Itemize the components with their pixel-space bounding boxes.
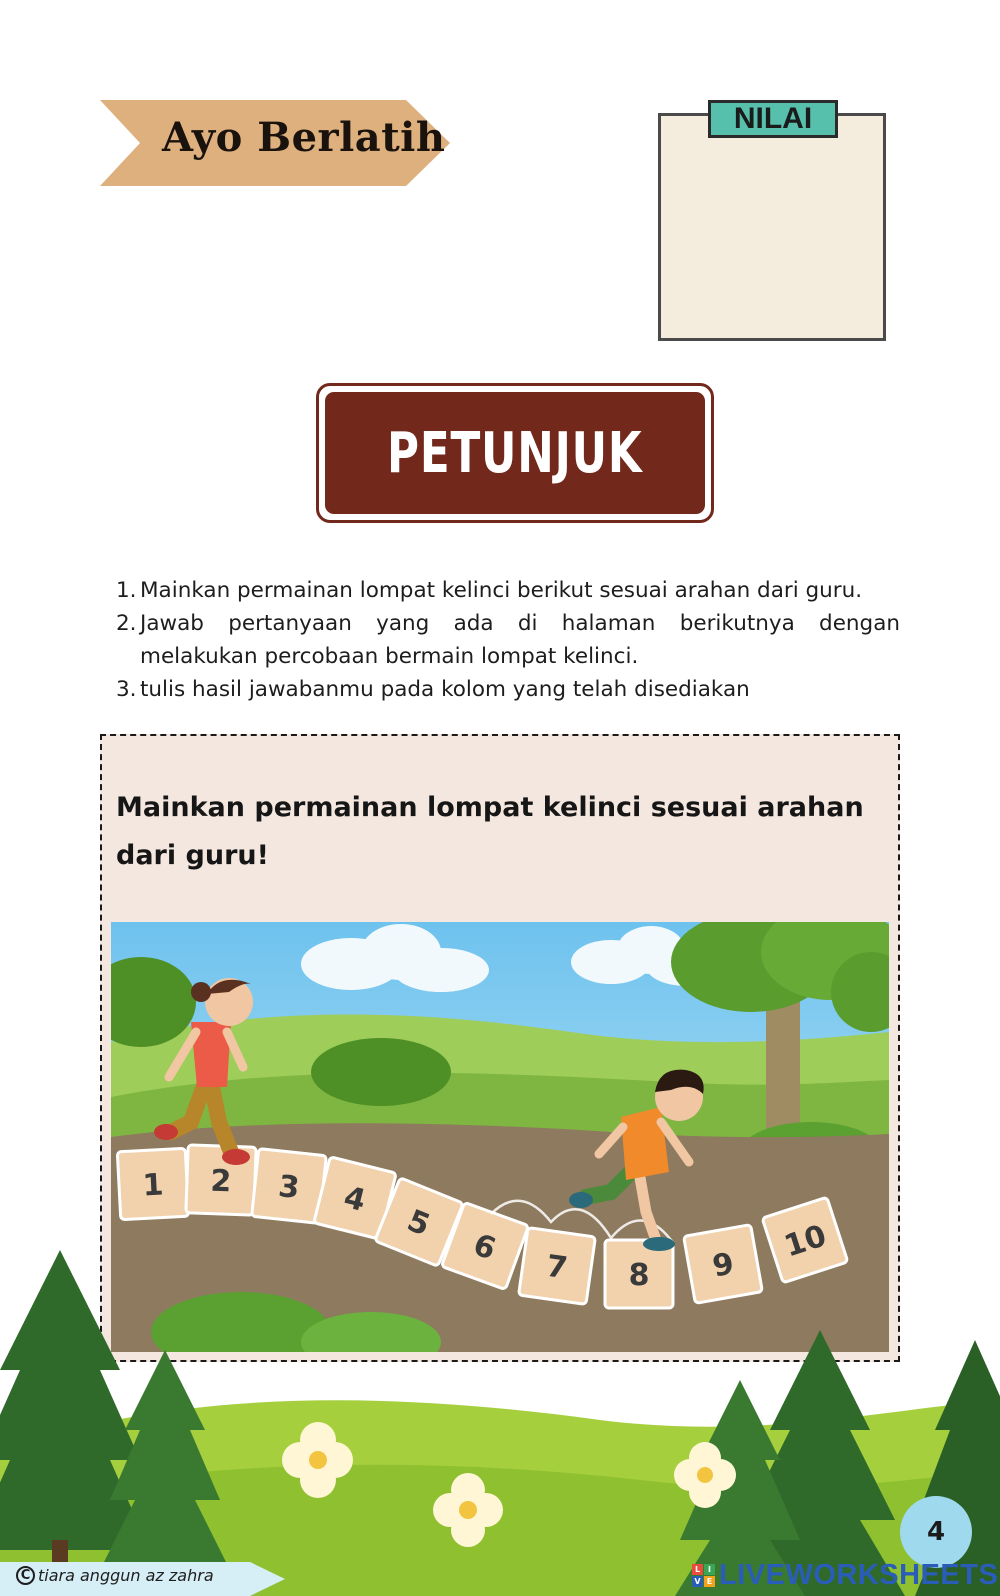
banner-title: Ayo Berlatih <box>162 114 446 161</box>
instruction-text: Mainkan permainan lompat kelinci berikut sesuai arahan dari guru. <box>140 578 863 603</box>
hopscotch-tile-number: 7 <box>544 1248 570 1287</box>
liveworksheets-text: LIVEWORKSHEETS <box>719 1558 999 1591</box>
liveworksheets-logo[interactable] <box>692 1558 999 1591</box>
hopscotch-tile <box>117 1148 188 1219</box>
instruction-text: tulis hasil jawabanmu pada kolom yang telah disediakan <box>140 677 750 702</box>
instruction-item <box>116 574 900 607</box>
hopscotch-tile-number: 8 <box>628 1258 650 1293</box>
logo-letter: L <box>692 1564 703 1575</box>
hopscotch-tile-number: 6 <box>468 1227 501 1268</box>
instruction-number: 1. <box>116 578 137 603</box>
hopscotch-tile-number: 5 <box>402 1203 435 1244</box>
page-number: 4 <box>900 1496 972 1568</box>
logo-letter: V <box>692 1576 703 1587</box>
author-credit: tiara anggun az zahra <box>38 1566 214 1585</box>
logo-letter: E <box>704 1576 715 1587</box>
hopscotch-tile-number: 4 <box>340 1179 369 1219</box>
footer-scenery <box>0 1250 1000 1596</box>
bush <box>311 1038 451 1106</box>
hopscotch-tile-number: 1 <box>141 1167 165 1204</box>
activity-title: Mainkan permainan lompat kelinci sesuai arahan dari guru! <box>116 792 864 871</box>
credit-ribbon <box>0 1562 290 1596</box>
liveworksheets-icon <box>692 1564 715 1587</box>
score-label: NILAI <box>708 100 838 138</box>
copyright-icon: C <box>16 1566 35 1585</box>
hopscotch-tile-number: 9 <box>709 1246 737 1285</box>
logo-letter: I <box>704 1564 715 1575</box>
score-box[interactable] <box>658 113 886 341</box>
section-banner <box>100 100 450 186</box>
credit-text-row <box>16 1566 214 1585</box>
hopscotch-tile-number: 10 <box>780 1218 831 1265</box>
instruction-item <box>116 673 900 706</box>
instruction-item <box>116 607 900 673</box>
instructions-header-title: PETUNJUK <box>387 420 643 486</box>
instruction-number: 2. <box>116 611 137 636</box>
instruction-number: 3. <box>116 677 137 702</box>
instructions-header <box>316 383 714 523</box>
instruction-text: Jawab pertanyaan yang ada di halaman berikutnya dengan melakukan percobaan bermain lompat kelinci. <box>140 611 900 669</box>
hopscotch-tile-number: 3 <box>276 1168 302 1206</box>
hopscotch-tile-number: 2 <box>209 1163 232 1200</box>
instructions-list <box>116 574 900 706</box>
instructions-header-plate <box>325 392 705 514</box>
